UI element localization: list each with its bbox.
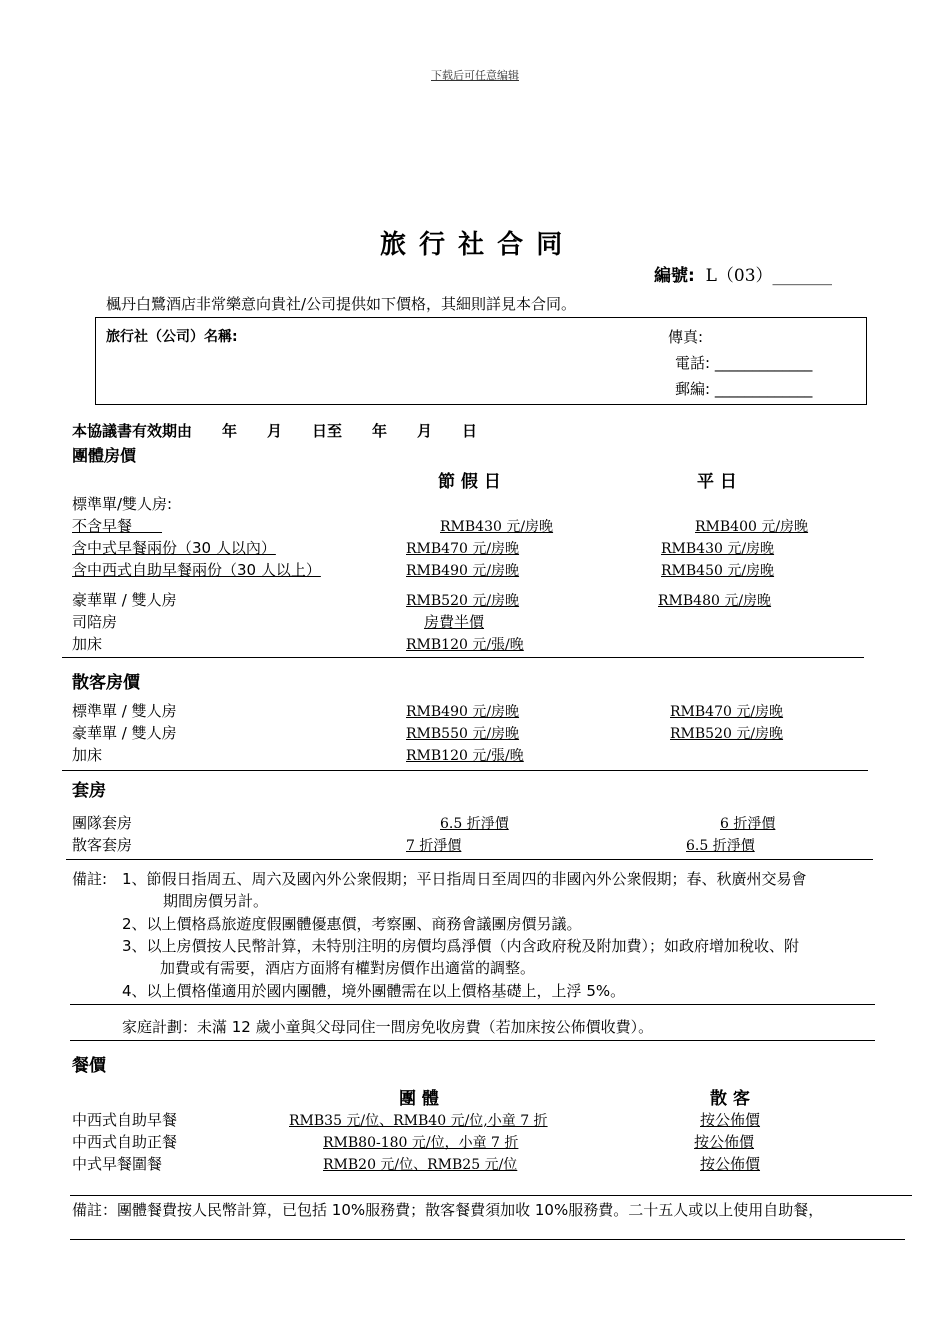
group-row-label: 司陪房 — [72, 613, 118, 631]
group-row-weekday: RMB480 元/房晚 — [658, 593, 772, 609]
remark-item-4: 4、以上價格僅適用於國内團體，境外團體需在以上價格基礎上，上浮 5%。 — [122, 982, 626, 1000]
remark-item-1-cont: 期間房價另計。 — [163, 892, 269, 910]
fit-row-label: 豪華單 / 雙人房 — [72, 724, 177, 742]
suite-row-weekday: 6 折淨價 — [720, 816, 776, 832]
suite-row-holiday: 6.5 折淨價 — [440, 816, 509, 832]
fit-row-holiday: RMB120 元/張/晚 — [406, 748, 524, 764]
col-holiday: 節 假 日 — [438, 472, 501, 492]
col-weekday: 平 日 — [697, 472, 737, 492]
validity-period: 本協議書有效期由 年 月 日至 年 月 日 — [72, 422, 478, 440]
group-row-label: 含中式早餐兩份（30 人以內） — [72, 539, 276, 557]
agency-name-label: 旅行社（公司）名稱: — [106, 329, 238, 345]
suite-row-holiday: 7 折淨價 — [406, 838, 462, 854]
remark-item-3: 3、以上房價按人民幣計算，未特別注明的房價均爲淨價（内含政府稅及附加費）；如政府增加稅收、附 — [122, 937, 800, 955]
group-row-holiday: RMB120 元/張/晚 — [406, 637, 524, 653]
meal-row-label: 中西式自助正餐 — [72, 1133, 178, 1151]
divider — [66, 859, 873, 860]
group-row-weekday: RMB450 元/房晚 — [661, 563, 775, 579]
suite-row-weekday: 6.5 折淨價 — [686, 838, 755, 854]
meal-note: 備註：團體餐費按人民幣計算，已包括 10%服務費；散客餐費須加收 10%服務費。二十五人或以上使用自助餐， — [72, 1201, 824, 1219]
page-title: 旅 行 社 合 同 — [380, 230, 565, 260]
fit-rates-heading: 散客房價 — [72, 673, 140, 693]
group-row-label: 含中西式自助早餐兩份（30 人以上） — [72, 561, 321, 579]
divider — [62, 770, 868, 771]
meal-row-fit: 按公佈價 — [700, 1111, 761, 1129]
remark-item-2: 2、以上價格爲旅遊度假團體優惠價，考察團、商務會議團房價另議。 — [122, 915, 582, 933]
fit-row-weekday: RMB520 元/房晚 — [670, 726, 784, 742]
phone-field: 電話: _____________ — [675, 354, 813, 372]
code-value: L（03）_______ — [705, 266, 833, 286]
group-row-holiday: RMB520 元/房晚 — [406, 593, 520, 609]
std-room-label: 標準單/雙人房: — [72, 495, 173, 513]
fax-label: 傳真: — [668, 328, 704, 346]
meal-row-fit: 按公佈價 — [700, 1155, 761, 1173]
intro-text: 楓丹白鷺酒店非常樂意向貴社/公司提供如下價格，其細則詳見本合同。 — [106, 295, 577, 313]
meal-row-group: RMB35 元/位、RMB40 元/位,小童 7 折 — [289, 1113, 548, 1129]
group-row-holiday: RMB490 元/房晚 — [406, 563, 520, 579]
group-row-weekday: RMB430 元/房晚 — [661, 541, 775, 557]
group-row-holiday: RMB470 元/房晚 — [406, 541, 520, 557]
suite-row-label: 團隊套房 — [72, 814, 133, 832]
header-note[interactable]: 下载后可任意编辑 — [431, 69, 519, 82]
fit-row-weekday: RMB470 元/房晚 — [670, 704, 784, 720]
divider — [70, 1004, 875, 1005]
divider — [62, 657, 864, 658]
col-fit: 散 客 — [710, 1089, 750, 1109]
family-plan: 家庭計劃：未滿 12 歲小童與父母同住一間房免收房費（若加床按公佈價收費）。 — [122, 1018, 654, 1036]
group-row-label: 加床 — [72, 635, 103, 653]
meal-row-label: 中式早餐圍餐 — [72, 1155, 163, 1173]
meals-heading: 餐價 — [72, 1056, 106, 1076]
fit-row-holiday: RMB550 元/房晚 — [406, 726, 520, 742]
meal-row-group: RMB20 元/位、RMB25 元/位 — [323, 1157, 518, 1173]
group-row-holiday: 房費半價 — [424, 613, 485, 631]
group-row-label: 不含早餐 — [72, 517, 163, 535]
contract-code — [654, 261, 832, 286]
divider — [70, 1239, 905, 1240]
divider — [70, 1195, 912, 1196]
fit-row-label: 加床 — [72, 746, 103, 764]
suite-row-label: 散客套房 — [72, 836, 133, 854]
meal-row-label: 中西式自助早餐 — [72, 1111, 178, 1129]
remark-item-3-cont: 加費或有需要，酒店方面將有權對房價作出適當的調整。 — [160, 959, 536, 977]
col-group: 團 體 — [399, 1089, 439, 1109]
fit-row-holiday: RMB490 元/房晚 — [406, 704, 520, 720]
remarks-prefix: 備註: — [72, 870, 108, 888]
group-row-holiday: RMB430 元/房晚 — [440, 519, 554, 535]
group-row-weekday: RMB400 元/房晚 — [695, 519, 809, 535]
fit-row-label: 標準單 / 雙人房 — [72, 702, 177, 720]
meal-row-group: RMB80-180 元/位，小童 7 折 — [323, 1135, 519, 1151]
remark-item-1: 1、節假日指周五、周六及國內外公衆假期；平日指周日至周四的非國內外公衆假期；春、秋廣州交易會 — [122, 870, 807, 888]
zip-field: 郵編: _____________ — [675, 380, 813, 398]
suite-heading: 套房 — [72, 781, 106, 801]
group-rates-heading: 團體房價 — [72, 446, 137, 465]
divider — [70, 1040, 875, 1041]
group-row-label: 豪華單 / 雙人房 — [72, 591, 177, 609]
code-label: 編號: — [654, 266, 695, 286]
meal-row-fit: 按公佈價 — [694, 1133, 755, 1151]
